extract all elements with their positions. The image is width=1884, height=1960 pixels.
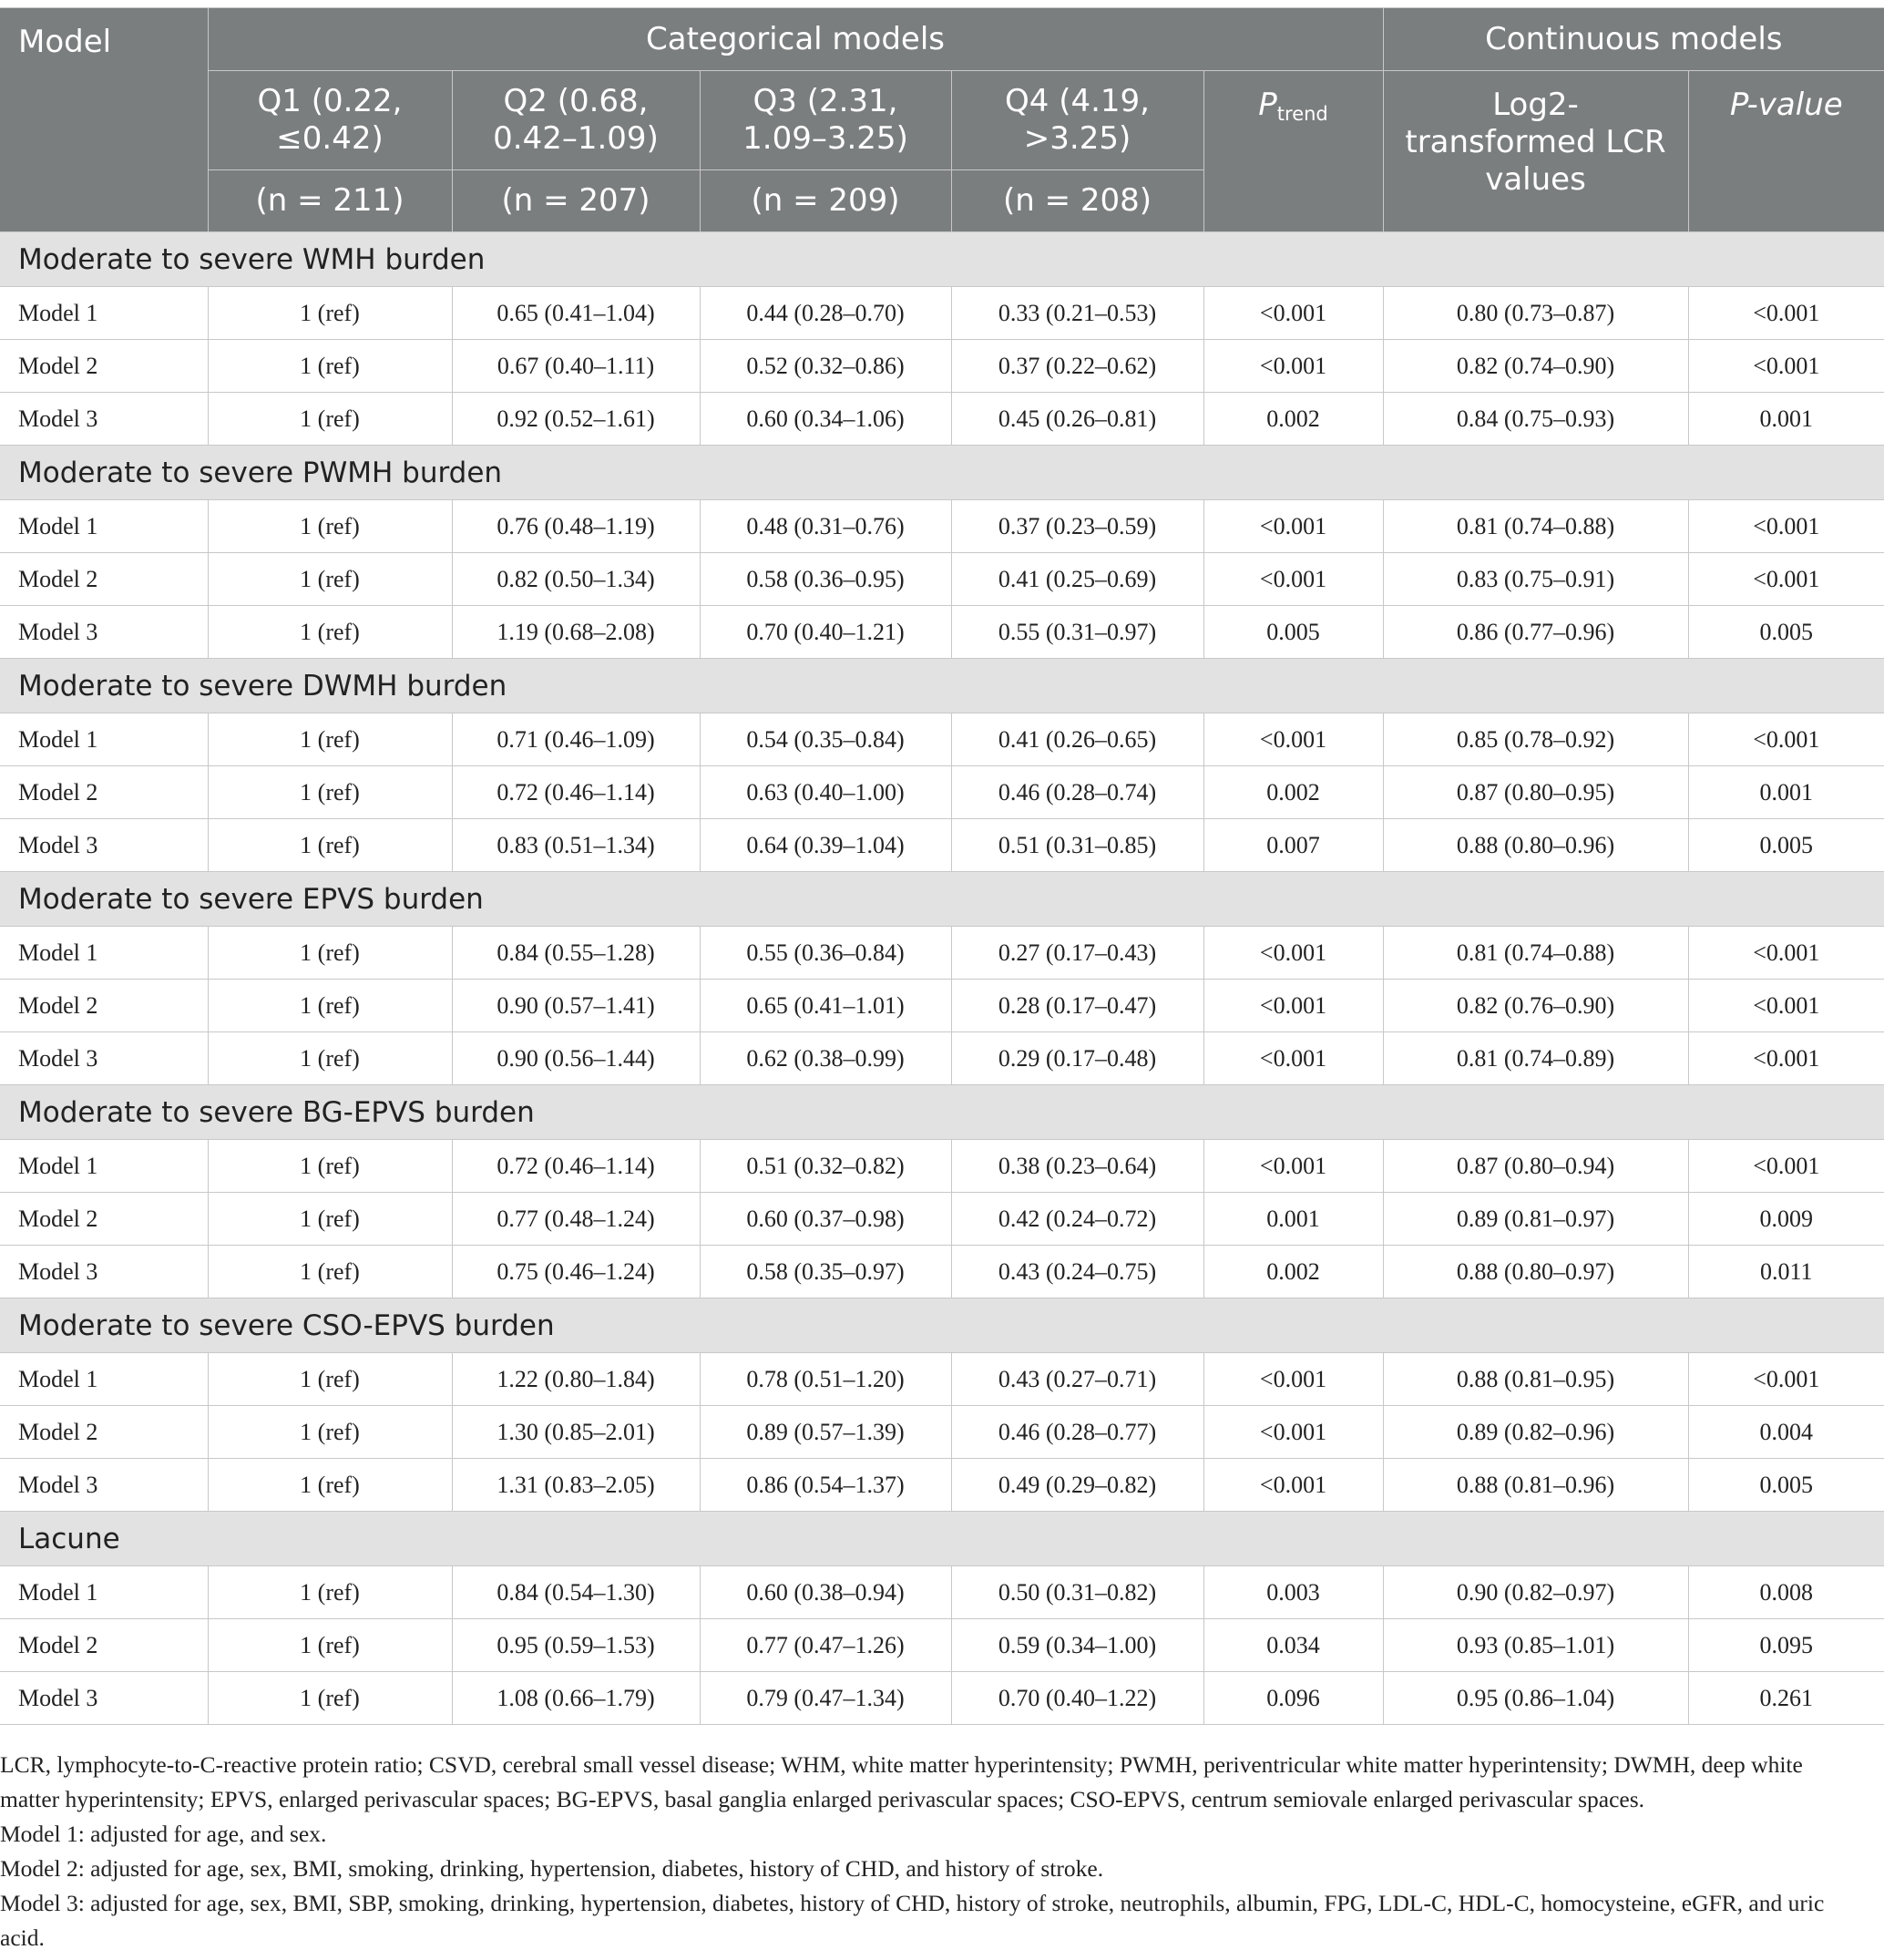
table-cell: 0.27 (0.17–0.43) <box>951 927 1203 980</box>
table-cell: 0.83 (0.51–1.34) <box>452 819 700 872</box>
table-cell: Model 2 <box>0 1193 208 1246</box>
header-categorical: Categorical models <box>208 8 1383 71</box>
header-q3: Q3 (2.31, 1.09–3.25) <box>700 71 951 170</box>
table-cell: <0.001 <box>1688 1353 1884 1406</box>
header-q1: Q1 (0.22, ≤0.42) <box>208 71 452 170</box>
table-cell: Model 3 <box>0 819 208 872</box>
header-q4: Q4 (4.19, >3.25) <box>951 71 1203 170</box>
table-cell: 0.79 (0.47–1.34) <box>700 1672 951 1725</box>
table-cell: 0.81 (0.74–0.89) <box>1383 1032 1688 1085</box>
table-cell: <0.001 <box>1203 1353 1383 1406</box>
table-cell: 0.76 (0.48–1.19) <box>452 500 700 553</box>
table-cell: 0.29 (0.17–0.48) <box>951 1032 1203 1085</box>
table-cell: 0.85 (0.78–0.92) <box>1383 713 1688 766</box>
table-cell: 0.004 <box>1688 1406 1884 1459</box>
table-cell: 0.28 (0.17–0.47) <box>951 980 1203 1032</box>
table-cell: 0.75 (0.46–1.24) <box>452 1246 700 1298</box>
table-cell: 0.001 <box>1688 393 1884 446</box>
table-cell: 0.58 (0.35–0.97) <box>700 1246 951 1298</box>
table-cell: 0.261 <box>1688 1672 1884 1725</box>
table-cell: 0.77 (0.47–1.26) <box>700 1619 951 1672</box>
table-cell: 0.92 (0.52–1.61) <box>452 393 700 446</box>
table-row <box>0 1459 1884 1512</box>
table-cell: 0.005 <box>1688 819 1884 872</box>
table-row <box>0 393 1884 446</box>
table-cell: Model 3 <box>0 1672 208 1725</box>
table-cell: 0.002 <box>1203 1246 1383 1298</box>
table-cell: Model 2 <box>0 553 208 606</box>
table-cell: 0.88 (0.80–0.96) <box>1383 819 1688 872</box>
table-cell: 1 (ref) <box>208 1246 452 1298</box>
table-cell: 0.90 (0.56–1.44) <box>452 1032 700 1085</box>
section-row <box>0 659 1884 713</box>
table-cell: 0.83 (0.75–0.91) <box>1383 553 1688 606</box>
table-cell: <0.001 <box>1688 287 1884 340</box>
table-cell: <0.001 <box>1688 1140 1884 1193</box>
table-cell: 1 (ref) <box>208 287 452 340</box>
table-cell: 1 (ref) <box>208 340 452 393</box>
table-cell: 1 (ref) <box>208 819 452 872</box>
table-cell: 0.51 (0.32–0.82) <box>700 1140 951 1193</box>
table-row <box>0 766 1884 819</box>
table-cell: Model 1 <box>0 927 208 980</box>
table-cell: 1 (ref) <box>208 1140 452 1193</box>
table-cell: 0.009 <box>1688 1193 1884 1246</box>
table-cell: Model 2 <box>0 980 208 1032</box>
table-cell: 0.62 (0.38–0.99) <box>700 1032 951 1085</box>
table-cell: Model 3 <box>0 393 208 446</box>
table-cell: <0.001 <box>1203 553 1383 606</box>
table-row <box>0 287 1884 340</box>
table-cell: 1 (ref) <box>208 1566 452 1619</box>
table-cell: 0.93 (0.85–1.01) <box>1383 1619 1688 1672</box>
table-cell: 0.71 (0.46–1.09) <box>452 713 700 766</box>
table-cell: 1 (ref) <box>208 393 452 446</box>
table-cell: 0.51 (0.31–0.85) <box>951 819 1203 872</box>
table-cell: 0.90 (0.57–1.41) <box>452 980 700 1032</box>
table-cell: 0.78 (0.51–1.20) <box>700 1353 951 1406</box>
table-cell: Model 1 <box>0 1353 208 1406</box>
table-cell: 0.44 (0.28–0.70) <box>700 287 951 340</box>
table-row <box>0 713 1884 766</box>
table-cell: 0.52 (0.32–0.86) <box>700 340 951 393</box>
table-cell: 0.33 (0.21–0.53) <box>951 287 1203 340</box>
table-cell: Model 2 <box>0 1406 208 1459</box>
table-cell: 1 (ref) <box>208 1193 452 1246</box>
table-cell: 0.37 (0.23–0.59) <box>951 500 1203 553</box>
table-cell: 0.60 (0.34–1.06) <box>700 393 951 446</box>
table-cell: 0.89 (0.81–0.97) <box>1383 1193 1688 1246</box>
table-cell: 0.005 <box>1688 1459 1884 1512</box>
table-cell: 0.67 (0.40–1.11) <box>452 340 700 393</box>
table-cell: 0.82 (0.76–0.90) <box>1383 980 1688 1032</box>
table-cell: <0.001 <box>1203 1140 1383 1193</box>
table-cell: 0.77 (0.48–1.24) <box>452 1193 700 1246</box>
table-cell: 1 (ref) <box>208 980 452 1032</box>
table-cell: 0.84 (0.55–1.28) <box>452 927 700 980</box>
table-cell: 0.88 (0.80–0.97) <box>1383 1246 1688 1298</box>
table-cell: 0.70 (0.40–1.22) <box>951 1672 1203 1725</box>
table-cell: <0.001 <box>1203 287 1383 340</box>
table-cell: 0.46 (0.28–0.77) <box>951 1406 1203 1459</box>
header-n2: (n = 207) <box>452 170 700 232</box>
table-cell: 0.72 (0.46–1.14) <box>452 766 700 819</box>
table-row <box>0 500 1884 553</box>
table-cell: 1.30 (0.85–2.01) <box>452 1406 700 1459</box>
table-cell: 0.88 (0.81–0.95) <box>1383 1353 1688 1406</box>
section-row <box>0 232 1884 287</box>
table-cell: 0.60 (0.37–0.98) <box>700 1193 951 1246</box>
table-cell: Model 2 <box>0 340 208 393</box>
table-body <box>0 232 1884 1725</box>
table-cell: 0.43 (0.24–0.75) <box>951 1246 1203 1298</box>
table-cell: 0.41 (0.25–0.69) <box>951 553 1203 606</box>
footnote-abbreviations: LCR, lymphocyte-to-C-reactive protein ratio; CSVD, cerebral small vessel disease; WHM, white matter hyperintensity; PWMH, periventricular white matter hyperintensity; DWMH, deep white matter hyperintensity; EPVS, enlarged perivascular spaces; BG-EPVS, basal ganglia enlarged perivascular spaces; CSO-EPVS, centrum semiovale enlarged perivascular spaces. <box>0 1751 1803 1812</box>
table-cell: 0.49 (0.29–0.82) <box>951 1459 1203 1512</box>
table-cell: 0.034 <box>1203 1619 1383 1672</box>
table-cell: 0.64 (0.39–1.04) <box>700 819 951 872</box>
table-cell: 1 (ref) <box>208 500 452 553</box>
section-title: Moderate to severe CSO-EPVS burden <box>0 1298 1884 1353</box>
table-row <box>0 1406 1884 1459</box>
table-cell: 0.87 (0.80–0.95) <box>1383 766 1688 819</box>
table-cell: 1 (ref) <box>208 1032 452 1085</box>
table-cell: <0.001 <box>1203 340 1383 393</box>
footnote-model-2: Model 2: adjusted for age, sex, BMI, smoking, drinking, hypertension, diabetes, history of CHD, and history of stroke. <box>0 1855 1104 1882</box>
header-q2: Q2 (0.68, 0.42–1.09) <box>452 71 700 170</box>
section-title: Moderate to severe EPVS burden <box>0 872 1884 927</box>
table-cell: Model 3 <box>0 1246 208 1298</box>
table-cell: Model 2 <box>0 1619 208 1672</box>
section-row <box>0 1512 1884 1566</box>
table-row <box>0 1140 1884 1193</box>
table-cell: 0.59 (0.34–1.00) <box>951 1619 1203 1672</box>
table-cell: <0.001 <box>1688 713 1884 766</box>
section-title: Moderate to severe WMH burden <box>0 232 1884 287</box>
table-cell: 0.55 (0.31–0.97) <box>951 606 1203 659</box>
table-cell: 1.08 (0.66–1.79) <box>452 1672 700 1725</box>
table-cell: 0.54 (0.35–0.84) <box>700 713 951 766</box>
table-cell: 0.86 (0.77–0.96) <box>1383 606 1688 659</box>
section-title: Moderate to severe DWMH burden <box>0 659 1884 713</box>
table-cell: 0.43 (0.27–0.71) <box>951 1353 1203 1406</box>
header-pvalue: P-value <box>1688 71 1884 232</box>
table-cell: 0.002 <box>1203 393 1383 446</box>
table-cell: 0.70 (0.40–1.21) <box>700 606 951 659</box>
table-row <box>0 1566 1884 1619</box>
table-cell: 0.007 <box>1203 819 1383 872</box>
table-row <box>0 980 1884 1032</box>
table-cell: 1 (ref) <box>208 1459 452 1512</box>
table-cell: 0.38 (0.23–0.64) <box>951 1140 1203 1193</box>
table-cell: 1.19 (0.68–2.08) <box>452 606 700 659</box>
table-row <box>0 1619 1884 1672</box>
table-cell: 0.82 (0.50–1.34) <box>452 553 700 606</box>
table-row <box>0 606 1884 659</box>
table-cell: 0.88 (0.81–0.96) <box>1383 1459 1688 1512</box>
table-cell: 0.63 (0.40–1.00) <box>700 766 951 819</box>
table-cell: <0.001 <box>1688 980 1884 1032</box>
table-cell: Model 1 <box>0 1566 208 1619</box>
table-footnotes <box>0 1748 1868 1955</box>
table-cell: 0.008 <box>1688 1566 1884 1619</box>
table-cell: 0.89 (0.57–1.39) <box>700 1406 951 1459</box>
table-cell: 0.002 <box>1203 766 1383 819</box>
table-cell: Model 1 <box>0 713 208 766</box>
table-cell: 0.41 (0.26–0.65) <box>951 713 1203 766</box>
footnote-model-3: Model 3: adjusted for age, sex, BMI, SBP, smoking, drinking, hypertension, diabetes, history of CHD, history of stroke, neutrophils, albumin, FPG, LDL-C, HDL-C, homocysteine, eGFR, and uric acid. <box>0 1890 1825 1951</box>
table-cell: Model 1 <box>0 1140 208 1193</box>
table-cell: 0.82 (0.74–0.90) <box>1383 340 1688 393</box>
table-cell: 1 (ref) <box>208 1406 452 1459</box>
table-cell: 0.89 (0.82–0.96) <box>1383 1406 1688 1459</box>
section-row <box>0 1085 1884 1140</box>
table-cell: 0.65 (0.41–1.01) <box>700 980 951 1032</box>
table-cell: <0.001 <box>1203 1459 1383 1512</box>
table-cell: 0.60 (0.38–0.94) <box>700 1566 951 1619</box>
header-continuous: Continuous models <box>1383 8 1884 71</box>
table-cell: Model 1 <box>0 500 208 553</box>
table-cell: <0.001 <box>1203 1032 1383 1085</box>
footnote-model-1: Model 1: adjusted for age, and sex. <box>0 1821 327 1847</box>
table-cell: 1 (ref) <box>208 713 452 766</box>
table-cell: 0.95 (0.86–1.04) <box>1383 1672 1688 1725</box>
results-table <box>0 7 1884 1725</box>
table-cell: 0.84 (0.54–1.30) <box>452 1566 700 1619</box>
table-cell: 0.37 (0.22–0.62) <box>951 340 1203 393</box>
table-cell: 1 (ref) <box>208 1672 452 1725</box>
table-cell: 0.58 (0.36–0.95) <box>700 553 951 606</box>
table-cell: Model 3 <box>0 1032 208 1085</box>
header-n3: (n = 209) <box>700 170 951 232</box>
table-cell: <0.001 <box>1203 713 1383 766</box>
table-cell: 0.65 (0.41–1.04) <box>452 287 700 340</box>
table-cell: 1 (ref) <box>208 553 452 606</box>
table-cell: 0.42 (0.24–0.72) <box>951 1193 1203 1246</box>
table-cell: 1.31 (0.83–2.05) <box>452 1459 700 1512</box>
header-log2: Log2-transformed LCR values <box>1383 71 1688 232</box>
table-row <box>0 1246 1884 1298</box>
table-cell: 1 (ref) <box>208 927 452 980</box>
section-title: Moderate to severe BG-EPVS burden <box>0 1085 1884 1140</box>
header-ptrend: $P_{trend}$ <box>1203 71 1383 232</box>
table-cell: 0.46 (0.28–0.74) <box>951 766 1203 819</box>
table-cell: 0.50 (0.31–0.82) <box>951 1566 1203 1619</box>
table-row <box>0 1353 1884 1406</box>
table-cell: <0.001 <box>1203 1406 1383 1459</box>
table-cell: 0.90 (0.82–0.97) <box>1383 1566 1688 1619</box>
table-cell: 0.87 (0.80–0.94) <box>1383 1140 1688 1193</box>
header-model: Model <box>0 8 208 232</box>
table-cell: 0.005 <box>1203 606 1383 659</box>
table-row <box>0 927 1884 980</box>
table-cell: 0.001 <box>1688 766 1884 819</box>
table-cell: 0.84 (0.75–0.93) <box>1383 393 1688 446</box>
table-cell: Model 2 <box>0 766 208 819</box>
table-row <box>0 819 1884 872</box>
table-row <box>0 1193 1884 1246</box>
table-cell: 1.22 (0.80–1.84) <box>452 1353 700 1406</box>
section-row <box>0 1298 1884 1353</box>
table-cell: <0.001 <box>1688 553 1884 606</box>
table-cell: 0.55 (0.36–0.84) <box>700 927 951 980</box>
table-cell: Model 3 <box>0 606 208 659</box>
table-cell: Model 3 <box>0 1459 208 1512</box>
table-cell: 0.86 (0.54–1.37) <box>700 1459 951 1512</box>
section-title: Lacune <box>0 1512 1884 1566</box>
table-cell: 0.011 <box>1688 1246 1884 1298</box>
table-cell: <0.001 <box>1203 980 1383 1032</box>
table-cell: <0.001 <box>1203 927 1383 980</box>
table-cell: <0.001 <box>1688 500 1884 553</box>
table-cell: 0.81 (0.74–0.88) <box>1383 927 1688 980</box>
header-n4: (n = 208) <box>951 170 1203 232</box>
header-n1: (n = 211) <box>208 170 452 232</box>
table-cell: 0.81 (0.74–0.88) <box>1383 500 1688 553</box>
section-row <box>0 446 1884 500</box>
table-row <box>0 553 1884 606</box>
table-row <box>0 1032 1884 1085</box>
table-cell: 0.096 <box>1203 1672 1383 1725</box>
table-cell: 0.80 (0.73–0.87) <box>1383 287 1688 340</box>
table-cell: 0.095 <box>1688 1619 1884 1672</box>
table-row <box>0 340 1884 393</box>
table-cell: 1 (ref) <box>208 1619 452 1672</box>
table-row <box>0 1672 1884 1725</box>
table-cell: <0.001 <box>1688 340 1884 393</box>
table-cell: 0.001 <box>1203 1193 1383 1246</box>
table-cell: 1 (ref) <box>208 606 452 659</box>
table-cell: <0.001 <box>1203 500 1383 553</box>
table-cell: <0.001 <box>1688 1032 1884 1085</box>
table-cell: 0.005 <box>1688 606 1884 659</box>
table-cell: 0.45 (0.26–0.81) <box>951 393 1203 446</box>
table-cell: 1 (ref) <box>208 1353 452 1406</box>
table-cell: 1 (ref) <box>208 766 452 819</box>
table-cell: <0.001 <box>1688 927 1884 980</box>
section-row <box>0 872 1884 927</box>
table-cell: 0.95 (0.59–1.53) <box>452 1619 700 1672</box>
table-cell: 0.48 (0.31–0.76) <box>700 500 951 553</box>
table-cell: 0.72 (0.46–1.14) <box>452 1140 700 1193</box>
section-title: Moderate to severe PWMH burden <box>0 446 1884 500</box>
table-cell: 0.003 <box>1203 1566 1383 1619</box>
table-cell: Model 1 <box>0 287 208 340</box>
